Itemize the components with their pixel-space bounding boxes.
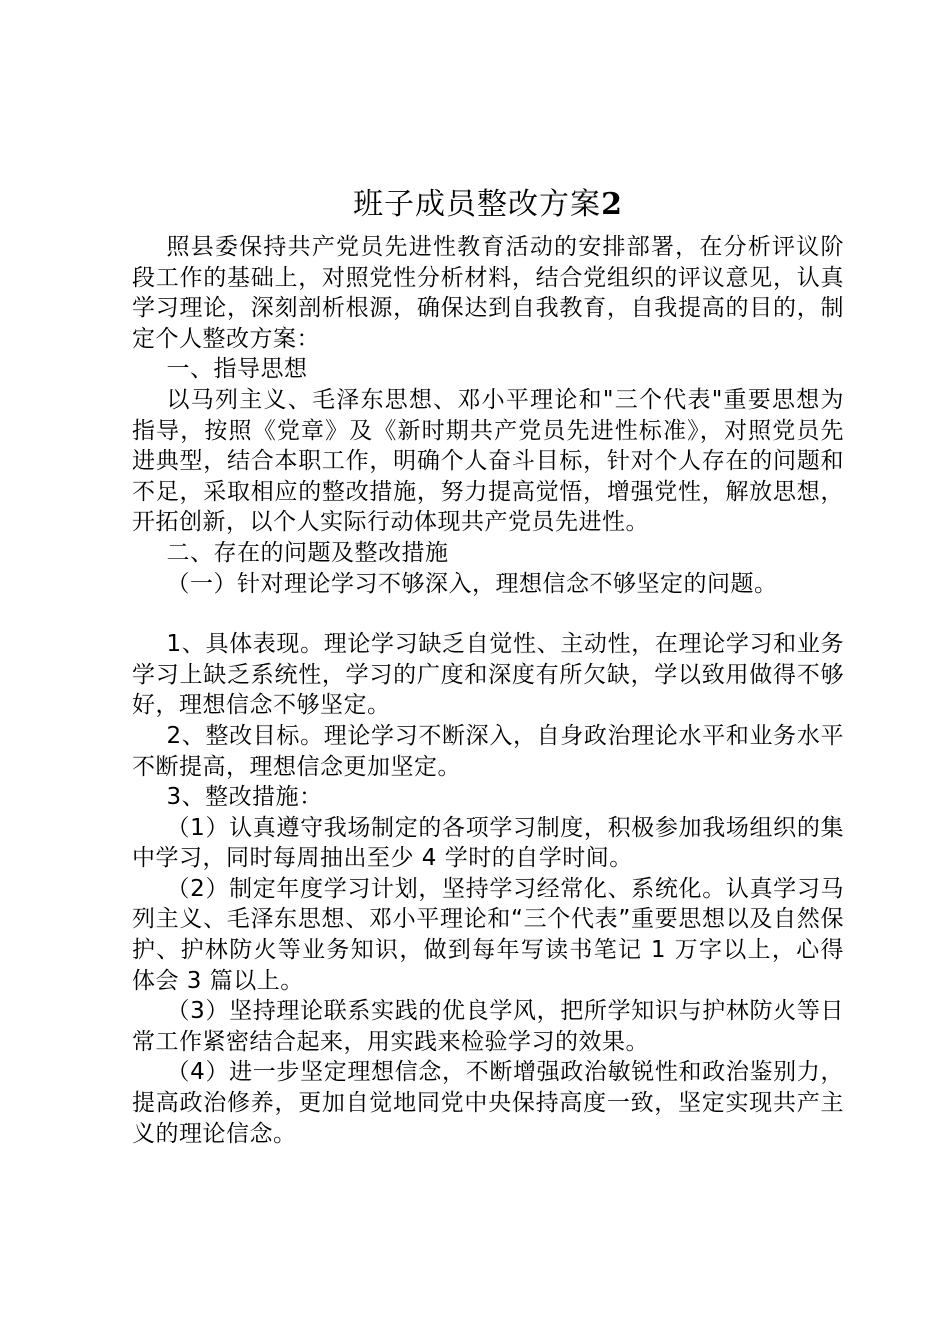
measure-1: （1）认真遵守我场制定的各项学习制度，积极参加我场组织的集中学习，同时每周抽出至少 4 学时的自学时间。 (132, 814, 844, 872)
document-page (132, 180, 844, 1149)
measure-3: （3）坚持理论联系实践的优良学风，把所学知识与护林防火等日常工作紧密结合起来，用实践来检验学习的效果。 (132, 998, 844, 1055)
title-number: 2 (601, 187, 623, 222)
item-rectification-goal: 2、整改目标。理论学习不断深入，自身政治理论水平和业务水平不断提高，理想信念更加坚定。 (132, 722, 844, 780)
item-rectification-measures: 3、整改措施： (166, 784, 323, 811)
item-specific-manifestation: 1、具体表现。理论学习缺乏自觉性、主动性，在理论学习和业务学习上缺乏系统性，学习的广度和深度有所欠缺，学以致用做得不够好，理想信念不够坚定。 (132, 631, 844, 719)
measure-2: （2）制定年度学习计划，坚持学习经常化、系统化。认真学习马列主义、毛泽东思想、邓小平理论和“三个代表”重要思想以及自然保护、护林防火等业务知识，做到每年写读书笔记 1 万字以上，心得体会 3 篇以上。 (132, 875, 844, 994)
intro-paragraph: 照县委保持共产党员先进性教育活动的安排部署，在分析评议阶段工作的基础上，对照党性分析材料，结合党组织的评议意见，认真学习理论，深刻剖析根源，确保达到自我教育，自我提高的目的，制定个人整改方案： (132, 234, 844, 352)
subsection-heading-theory-study: （一）针对理论学习不够深入，理想信念不够坚定的问题。 (166, 570, 778, 597)
title-text: 班子成员整改方案 (353, 187, 602, 222)
document-title (132, 180, 844, 230)
measure-4: （4）进一步坚定理想信念，不断增强政治敏锐性和政治鉴别力，提高政治修养，更加自觉地同党中央保持高度一致，坚定实现共产主义的理论信念。 (132, 1059, 844, 1147)
section-heading-problems-measures: 二、存在的问题及整改措施 (166, 539, 449, 566)
section-heading-guiding-ideology: 一、指导思想 (166, 356, 308, 383)
guiding-ideology-paragraph: 以马列主义、毛泽东思想、邓小平理论和"三个代表"重要思想为指导，按照《党章》及《新时期共产党员先进性标准》，对照党员先进典型，结合本职工作，明确个人奋斗目标，针对个人存在的问题和不足，采取相应的整改措施，努力提高觉悟，增强党性，解放思想，开拓创新，以个人实际行动体现共产党员先进性。 (132, 386, 844, 536)
